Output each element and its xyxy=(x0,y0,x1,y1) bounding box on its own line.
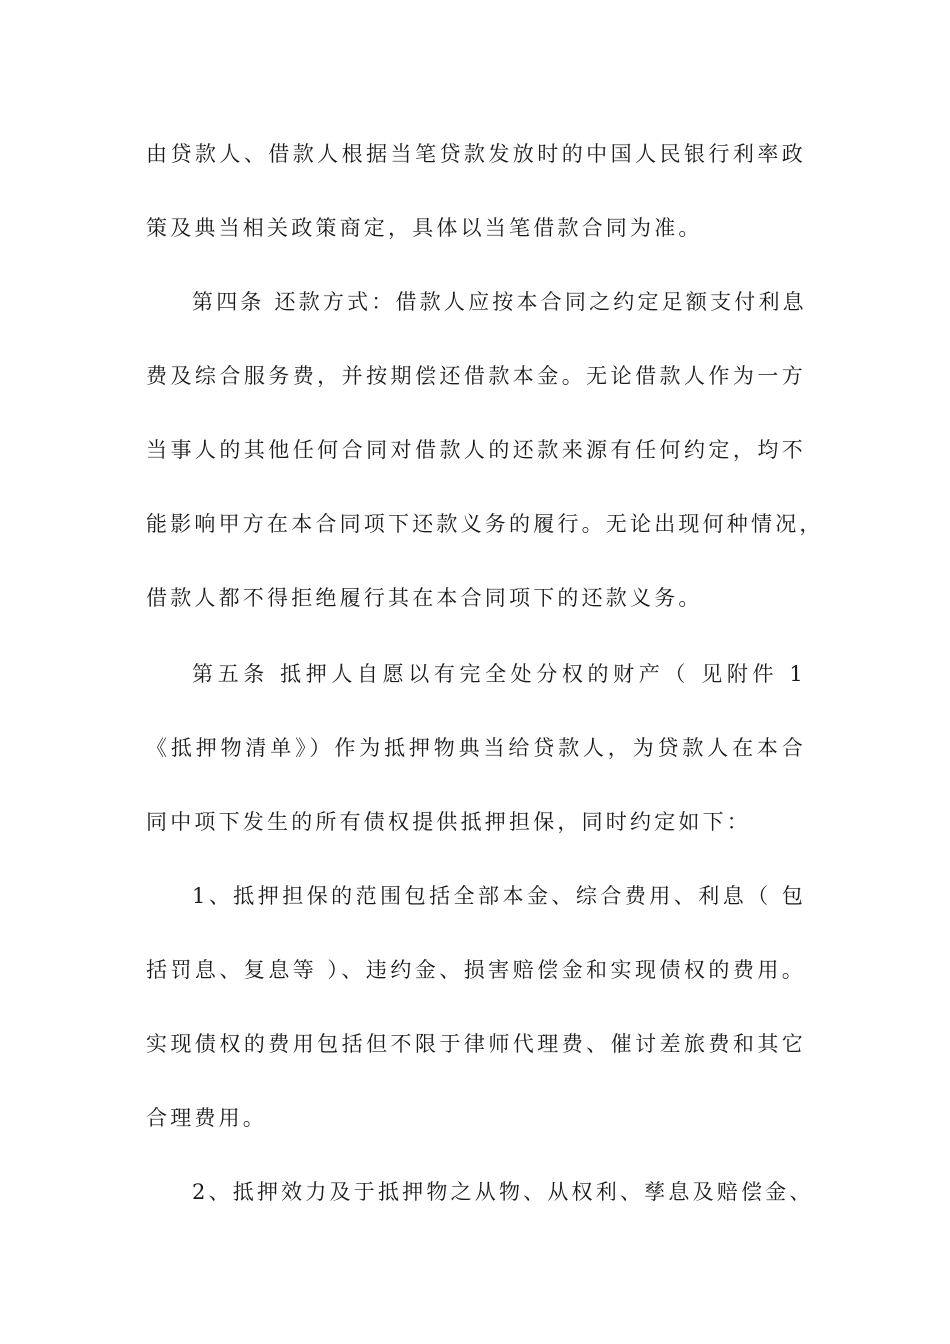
text-line-13: 实现债权的费用包括但不限于律师代理费、催讨差旅费和其它 xyxy=(146,1032,806,1056)
text-line-11: 1、抵押担保的范围包括全部本金、综合费用、利息（ 包 xyxy=(192,884,806,908)
text-line-5: 当事人的其他任何合同对借款人的还款来源有任何约定，均不 xyxy=(146,438,806,462)
text-line-3: 第四条 还款方式：借款人应按本合同之约定足额支付利息 xyxy=(192,290,807,314)
text-line-14: 合理费用。 xyxy=(146,1106,267,1130)
text-line-8: 第五条 抵押人自愿以有完全处分权的财产（ 见附件 1 xyxy=(192,662,806,686)
text-line-7: 借款人都不得拒绝履行其在本合同项下的还款义务。 xyxy=(146,586,703,610)
text-line-2: 策及典当相关政策商定，具体以当笔借款合同为准。 xyxy=(146,216,703,240)
text-line-12: 括罚息、复息等 ）、违约金、损害赔偿金和实现债权的费用。 xyxy=(146,958,806,982)
text-line-1: 由贷款人、借款人根据当笔贷款发放时的中国人民银行利率政 xyxy=(146,142,806,166)
text-line-15: 2、抵押效力及于抵押物之从物、从权利、孳息及赔偿金、 xyxy=(192,1180,814,1204)
text-line-6: 能影响甲方在本合同项下还款义务的履行。无论出现何种情况， xyxy=(146,512,824,536)
text-line-4: 费及综合服务费，并按期偿还借款本金。无论借款人作为一方 xyxy=(146,364,806,388)
text-line-10: 同中项下发生的所有债权提供抵押担保，同时约定如下： xyxy=(146,810,751,834)
text-line-9: 《抵押物清单》）作为抵押物典当给贷款人，为贷款人在本合 xyxy=(146,736,806,760)
